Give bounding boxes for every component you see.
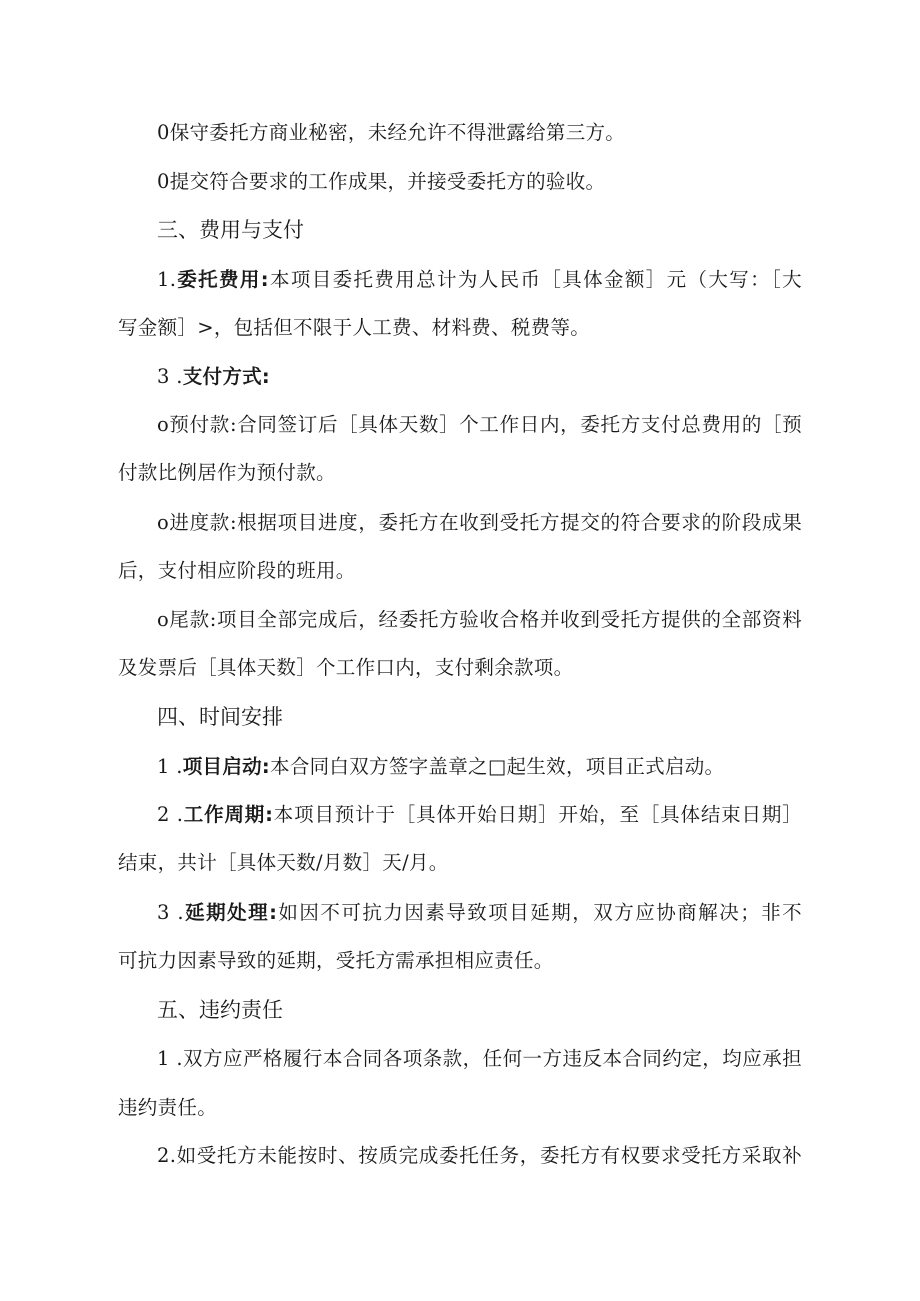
work-period-text: 本项目预计于［具体开始日期］开始，至［具体结束日期］ xyxy=(273,803,802,826)
payment-method-heading xyxy=(157,362,270,392)
progress-payment-line1: o进度款:根据项目进度，委托方在收到受托方提交的符合要求的阶段成果 xyxy=(157,511,802,534)
payment-method-number: 3 . xyxy=(157,365,183,388)
delay-handling-line1 xyxy=(157,898,802,928)
delay-handling-label: 延期处理: xyxy=(183,901,278,924)
fee-clause-line1 xyxy=(157,265,802,295)
delay-handling-text: 如因不可抗力因素导致项目延期，双方应协商解决；非不 xyxy=(277,901,802,924)
obligation-deliverables: 0提交符合要求的工作成果，并接受委托方的验收。 xyxy=(157,170,606,193)
obligation-confidentiality: 0保守委托方商业秘密，未经允许不得泄露给第三方。 xyxy=(157,121,626,144)
fee-clause-text: 本项目委托费用总计为人民币［具体金额］元（大写：［大 xyxy=(268,268,802,291)
section-heading-schedule: 四、时间安排 xyxy=(157,705,283,729)
work-period-line1 xyxy=(157,800,802,830)
fee-clause-line2: 写金额］>，包括但不限于人工费、材料费、税费等。 xyxy=(118,316,591,339)
fee-clause-number: 1. xyxy=(157,268,177,291)
final-payment-line1: o尾款:项目全部完成后，经委托方验收合格并收到受托方提供的全部资料 xyxy=(157,608,802,631)
project-start-label: 项目启动: xyxy=(182,755,271,778)
advance-payment-line1: o预付款:合同签订后［具体天数］个工作日内，委托方支付总费用的［预 xyxy=(157,413,802,436)
delay-handling-line2: 可抗力因素导致的延期，受托方需承担相应责任。 xyxy=(118,949,554,972)
liability-item2-line1: 2.如受托方未能按时、按质完成委托任务，委托方有权要求受托方采取补 xyxy=(157,1144,802,1167)
section-heading-fees: 三、费用与支付 xyxy=(157,218,304,242)
advance-payment-line2: 付款比例居作为预付款。 xyxy=(118,461,336,484)
work-period-line2: 结束，共计［具体天数/月数］天/月。 xyxy=(118,851,449,874)
progress-payment-line2: 后，支付相应阶段的班用。 xyxy=(118,559,356,582)
work-period-label: 工作周期: xyxy=(183,803,274,826)
project-start-text: 本合同白双方签字盖章之□起生效，项目正式启动。 xyxy=(270,755,725,778)
liability-item1-line1: 1 .双方应严格履行本合同各项条款，任何一方违反本合同约定，均应承担 xyxy=(157,1047,802,1070)
work-period-number: 2 . xyxy=(157,803,184,826)
liability-item1-line2: 违约责任。 xyxy=(118,1096,218,1119)
project-start-clause xyxy=(157,752,724,782)
section-heading-liability: 五、违约责任 xyxy=(157,998,283,1022)
project-start-number: 1 . xyxy=(157,755,183,778)
fee-clause-label: 委托费用: xyxy=(176,268,269,291)
delay-handling-number: 3 . xyxy=(157,901,184,924)
payment-method-label: 支付方式: xyxy=(182,365,271,388)
final-payment-line2: 及发票后［具体天数］个工作口内，支付剩余款项。 xyxy=(118,656,574,679)
